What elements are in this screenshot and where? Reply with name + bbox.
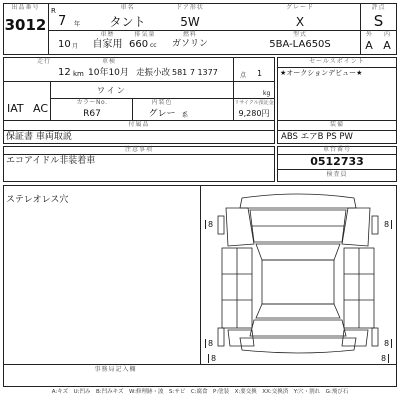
car-condition-diagram (200, 186, 396, 364)
recycle-fee: 9,280円 (238, 109, 270, 118)
color-number: R67 (83, 109, 101, 119)
lot-number: 3012 (4, 16, 47, 34)
divider (3, 154, 275, 155)
divider (277, 169, 397, 170)
era-mark: R (51, 7, 56, 15)
mileage: 12 (58, 67, 71, 78)
notes-label: 注意事項 (124, 146, 153, 153)
tire-front-left: 8 (205, 220, 215, 229)
model-code-label: 型式 (292, 31, 307, 38)
displacement: 660 (129, 39, 149, 50)
accessories: 保証書 車両取説 (6, 132, 72, 142)
door-type-label: ドア形状 (176, 4, 204, 11)
sales-point-label: セールスポイント (309, 58, 365, 65)
lot-number-label: 出品番号 (11, 4, 40, 11)
shift-type: IAT (7, 102, 24, 115)
accessories-label: 付属品 (128, 121, 150, 128)
sales-point-text: ★オークションデビュー★ (280, 69, 363, 77)
rear-section (228, 304, 368, 353)
color-number-label: カラーNo. (76, 99, 108, 106)
side-value: 1 (257, 69, 263, 78)
history-label: 車歴 (100, 31, 115, 38)
car-name: タント (109, 15, 146, 29)
condition-code: 走振小改 (136, 68, 171, 78)
interior-score-label: 内 (383, 31, 390, 38)
divider (3, 130, 275, 131)
month-unit: 月 (72, 43, 79, 50)
month: 10 (58, 39, 71, 50)
equipment: ABS エアB PS PW (281, 132, 353, 142)
grade-label: グレード (285, 4, 314, 11)
mileage-unit: km (73, 70, 84, 78)
inspection-label: 車検 (101, 58, 116, 65)
interior-color: グレー (148, 109, 176, 119)
tire-lower-left: 8 (208, 354, 218, 363)
air-conditioner: AC (33, 102, 49, 115)
divider (277, 130, 397, 131)
interior-score: A (383, 39, 391, 52)
mileage-label: 走行 (36, 58, 51, 65)
year-unit: 年 (74, 21, 81, 28)
front-right-fender (342, 208, 370, 246)
grade: X (295, 15, 305, 29)
divider (3, 81, 233, 82)
windshield (256, 244, 340, 260)
tire-rear-left: 8 (205, 339, 215, 348)
model-year: 7 (58, 14, 67, 29)
interior-color-label: 内装色 (151, 99, 173, 106)
chassis-number: 0512733 (310, 155, 364, 168)
divider (233, 81, 275, 82)
tire-lower-right: 8 (379, 354, 389, 363)
model-code: 5BA-LA650S (269, 39, 331, 50)
left-door-lines (222, 248, 252, 328)
recycle-fee-label: リサイクル預託金 (234, 100, 274, 106)
rear-window (256, 304, 340, 318)
weight-unit: kg (263, 90, 271, 97)
rear-bumper (240, 338, 356, 353)
tire-rear-right: 8 (382, 339, 392, 348)
side-mark: 点 (240, 72, 247, 79)
score-label: 評点 (371, 4, 386, 11)
displacement-unit: cc (150, 42, 157, 49)
inspector-label: 検査員 (326, 171, 348, 178)
damage-legend: A:キズ U:凹み B:凹みキズ W:修理跡・波 S:サビ C:腐食 P:塗装 X:要交換 XX:交換済 Y:穴・割れ G:飛び石 (51, 389, 349, 395)
divider (277, 67, 397, 68)
equipment-label: 装備 (329, 121, 344, 128)
front-section (226, 194, 370, 260)
fuel-type: ガソリン (171, 39, 208, 49)
front-bumper (240, 194, 356, 208)
exterior-score-label: 外 (365, 31, 372, 38)
exterior-score: A (365, 39, 373, 52)
cabin-section (222, 248, 374, 328)
body-color: ワイン (97, 86, 127, 95)
wheel-front-left (218, 216, 224, 234)
divider (48, 3, 49, 55)
interior-color-suffix: 系 (182, 112, 189, 119)
roof (262, 260, 334, 304)
divider (50, 81, 51, 120)
rear-hatch (250, 320, 346, 336)
door-type: 5W (180, 15, 200, 29)
score: S (373, 12, 384, 30)
inspection-notes: ステレオレス穴 (6, 195, 69, 205)
wheel-rear-left (218, 328, 224, 346)
usage-history: 自家用 (92, 39, 123, 50)
wheel-rear-right (372, 328, 378, 346)
fuel-label: 燃料 (182, 31, 197, 38)
front-left-fender (226, 208, 254, 246)
car-name-label: 車名 (120, 4, 135, 11)
right-door-lines (344, 248, 374, 328)
displacement-label: 排気量 (134, 31, 156, 38)
size-values: 581 7 1377 (172, 68, 218, 77)
office-use-label: 事務局記入欄 (94, 366, 137, 373)
chassis-number-label: 車台番号 (322, 146, 351, 153)
wheel-front-right (372, 216, 378, 234)
wheels (218, 216, 378, 346)
tire-front-right: 8 (382, 220, 392, 229)
inspection-date: 10年10月 (88, 68, 129, 78)
notes-text: エコアイドル非装着車 (6, 156, 96, 166)
